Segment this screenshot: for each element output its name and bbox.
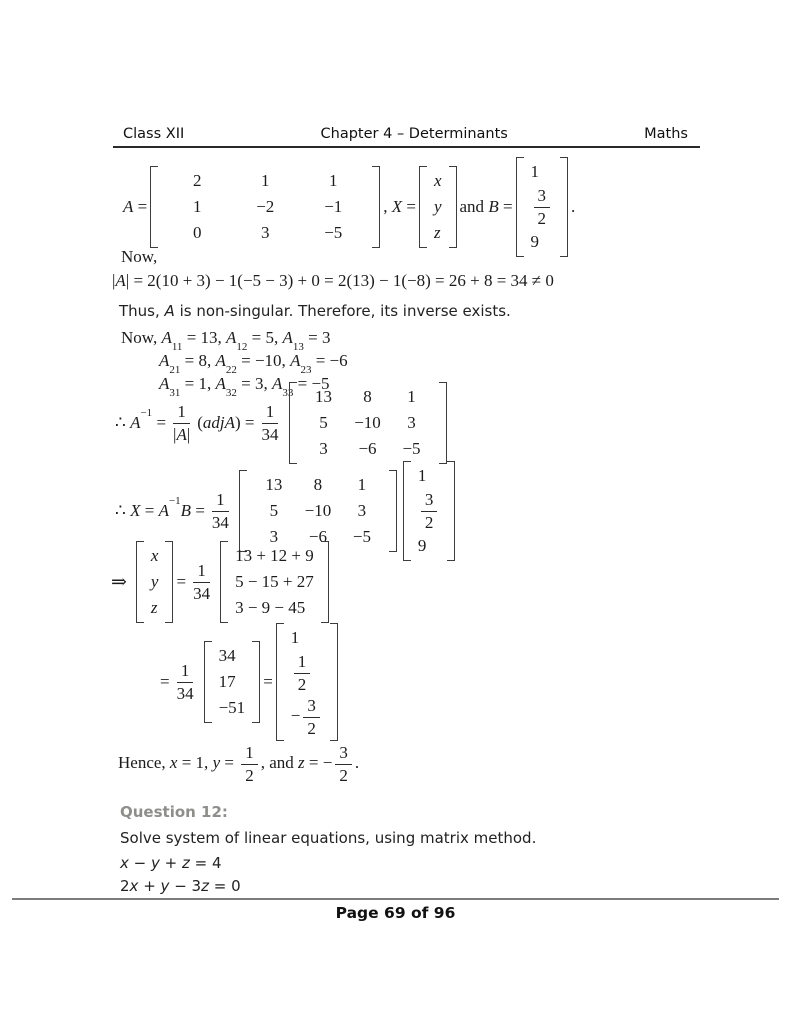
- matrix-bracket-left: [516, 157, 524, 257]
- x-solution-lhs: ∴ $X = A^{-1}B$ =: [115, 495, 205, 521]
- matrix-bracket-left: [419, 166, 427, 248]
- matrix-bracket-right: [321, 541, 329, 623]
- matrix-bracket-right: [165, 541, 173, 623]
- matrix-bracket-right: [449, 166, 457, 248]
- matrix-bracket-left: [220, 541, 228, 623]
- sum-vector: 13 + 12 + 9 5 − 15 + 27 3 − 9 − 45: [220, 541, 329, 623]
- vector-x-label: , X =: [383, 197, 416, 217]
- header-class-label: Class XII: [123, 126, 185, 142]
- question-12-eq-2: 2x + y − 3z = 0: [120, 877, 241, 895]
- adjA-term: (adjA) =: [197, 413, 255, 432]
- solution-vector: 1 $\frac{1}{2}$ − $\frac{3}{2}$: [276, 623, 338, 741]
- one-over-34-fraction: $\frac{1}{34}$: [193, 560, 211, 603]
- matrix-a-label: A =: [123, 197, 148, 217]
- matrix-bracket-left: [204, 641, 212, 723]
- arrow-equation: [111, 541, 332, 623]
- matrix-a: 2 1 1 1 −2 −1 0 3 −5: [150, 166, 380, 248]
- matrix-bracket-right: [439, 382, 447, 464]
- header-subject-label: Maths: [644, 126, 688, 142]
- determinant-expansion-line: |A| = 2(10 + 3) − 1(−5 − 3) + 0 = 2(13) − 1(−8) = 26 + 8 = 34 ≠ 0: [112, 271, 554, 290]
- cofactor-line-3: $A_{31} = 1$, $A_{32} = 3$, $A_{33} = -5$: [159, 374, 330, 400]
- hence-conclusion: Hence, x = 1, y = $\frac{1}{2}$ , and z = − $\frac{3}{2}$ .: [118, 743, 360, 785]
- cofactor-line-1: Now, $A_{11} = 13$, $A_{12} = 5$, $A_{13} = 3$: [121, 328, 331, 354]
- matrix-bracket-right: [447, 461, 455, 561]
- nonsingular-note: Thus, A is non-singular. Therefore, its inverse exists.: [119, 302, 511, 320]
- matrix-bracket-left: [239, 470, 247, 552]
- matrix-bracket-left: [150, 166, 158, 248]
- cofactor-line-2: $A_{21} = 8$, $A_{22} = -10$, $A_{23} = -6$: [159, 351, 348, 377]
- page-number: Page 69 of 96: [335, 904, 456, 922]
- one-over-34-fraction: $\frac{1}{34}$: [261, 401, 279, 444]
- matrix-bracket-left: [289, 382, 297, 464]
- matrix-bracket-left: [136, 541, 144, 623]
- adjugate-matrix: 13 8 1 5 −10 3 3 −6 −5: [289, 382, 447, 464]
- inverse-lhs: ∴ $A^{-1}$ =: [115, 407, 167, 432]
- intro-equation: [123, 157, 575, 257]
- matrix-bracket-left: [403, 461, 411, 561]
- footer-divider: [12, 898, 779, 900]
- now-label: Now,: [121, 247, 158, 266]
- question-12-text: Solve system of linear equations, using matrix method.: [120, 829, 537, 847]
- final-evaluation-equation: [160, 623, 341, 741]
- vector-x: x y z: [419, 166, 457, 248]
- matrix-bracket-left: [276, 623, 284, 741]
- one-over-34-fraction: $\frac{1}{34}$: [211, 490, 229, 532]
- inverse-equation: [115, 382, 450, 464]
- matrix-bracket-right: [252, 641, 260, 723]
- question-12-heading: Question 12:: [120, 803, 228, 821]
- header-chapter-label: Chapter 4 – Determinants: [320, 126, 508, 142]
- implies-arrow: ⇒: [111, 571, 127, 593]
- equals-sign: =: [176, 572, 187, 591]
- one-over-34-fraction: $\frac{1}{34}$: [176, 661, 194, 703]
- equals-sign: =: [160, 672, 170, 692]
- vector-b: 1 $\frac{3}{2}$ 9: [403, 461, 456, 561]
- adjugate-matrix: 13 8 1 5 −10 3 3 −6 −5: [239, 470, 397, 552]
- vector-xyz: x y z: [136, 541, 174, 623]
- question-12-eq-1: x − y + z = 4: [120, 854, 222, 872]
- matrix-bracket-right: [330, 623, 338, 741]
- equals-sign: =: [263, 672, 273, 692]
- matrix-bracket-right: [389, 470, 397, 552]
- vector-b-label: and B =: [459, 197, 513, 217]
- vector-b: 1 $\frac{3}{2}$ 9: [516, 157, 569, 257]
- one-over-detA-fraction: $\frac{1}{|A|}$: [173, 401, 191, 444]
- page-header: [113, 126, 700, 148]
- result-vector: 34 17 −51: [204, 641, 261, 723]
- matrix-bracket-right: [560, 157, 568, 257]
- matrix-bracket-right: [372, 166, 380, 248]
- sentence-period: .: [571, 197, 576, 217]
